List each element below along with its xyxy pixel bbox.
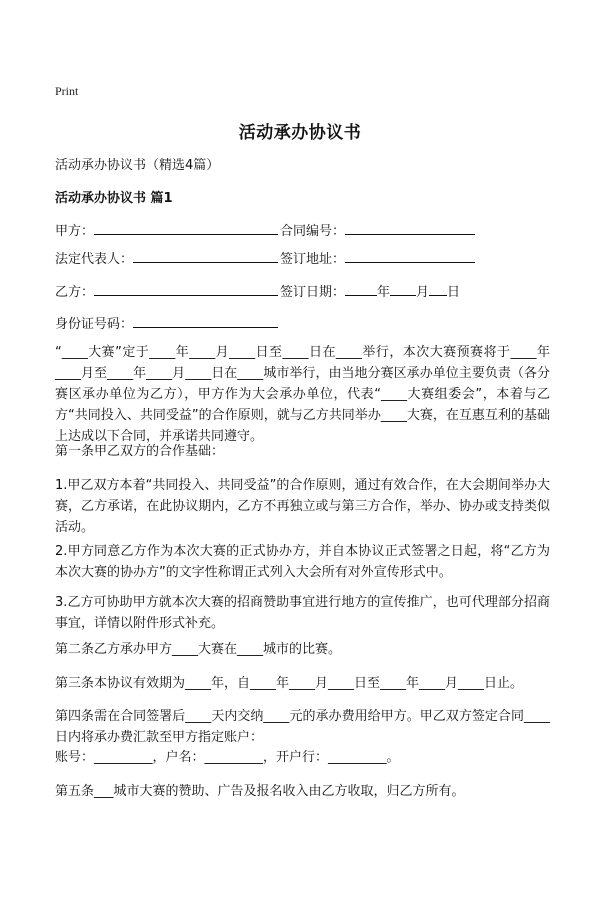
form-row-id bbox=[55, 313, 550, 333]
contract-no-field bbox=[280, 220, 475, 239]
id-no-field bbox=[55, 313, 278, 332]
contract-no-blank bbox=[345, 220, 475, 235]
paragraph-clause-1-3: 3.乙方可协助甲方就本次大赛的招商赞助事宜进行地方的宣传推广，也可代理部分招商事宜，详情以附件形式补充。 bbox=[55, 595, 550, 631]
sign-place-label: 签订地址： bbox=[280, 252, 346, 267]
party-b-label: 乙方： bbox=[55, 285, 95, 300]
legal-rep-field bbox=[55, 248, 278, 267]
paragraph-article-5: 第五条___城市大赛的赞助、广告及报名收入由乙方收取，归乙方所有。 bbox=[55, 784, 465, 799]
id-no-blank bbox=[133, 313, 278, 328]
party-b-field bbox=[55, 281, 278, 300]
print-link[interactable]: Print bbox=[55, 84, 79, 98]
sign-place-blank bbox=[345, 248, 475, 263]
form-row-party-b bbox=[55, 281, 550, 301]
document-subtitle: 活动承办协议书（精选4篇） bbox=[55, 158, 220, 173]
sign-date-year: 年 bbox=[377, 285, 391, 300]
paragraph-clause-1-2: 2.甲方同意乙方作为本次大赛的正式协办方，并自本协议正式签署之日起，将“乙方为本次大赛的协办方”的文字性称谓正式列入大会所有对外宣传形式中。 bbox=[55, 544, 550, 580]
paragraph-article-2: 第二条乙方承办甲方____大赛在____城市的比赛。 bbox=[55, 642, 342, 657]
id-no-label: 身份证号码： bbox=[55, 317, 134, 332]
paragraph-article-3: 第三条本协议有效期为____年，自____年____月____日至____年____月____日止。 bbox=[55, 676, 524, 691]
paragraph-article-1: 第一条甲乙双方的合作基础： bbox=[55, 444, 225, 459]
sign-date-day-blank bbox=[429, 281, 447, 296]
sign-date-label: 签订日期： bbox=[280, 285, 346, 300]
party-a-field bbox=[55, 220, 278, 239]
paragraph-account-info: 账号：_________，户名：_________，开户行：_________。 bbox=[55, 750, 400, 765]
paragraph-article-4: 第四条需在合同签署后____天内交纳____元的承办费用给甲方。甲乙双方签定合同____日内将承办费汇款至甲方指定账户： bbox=[55, 709, 550, 745]
sign-date-day: 日 bbox=[447, 285, 461, 300]
party-a-label: 甲方： bbox=[55, 224, 95, 239]
sign-date-month-blank bbox=[390, 281, 416, 296]
legal-rep-label: 法定代表人： bbox=[55, 252, 134, 267]
section-title: 活动承办协议书 篇1 bbox=[55, 191, 173, 206]
paragraph-clause-1-1: 1.甲乙双方本着“共同投入、共同受益”的合作原则，通过有效合作，在大会期间举办大赛，乙方承诺，在此协议期内，乙方不再独立或与第三方合作，举办、协办或支持类似活动。 bbox=[55, 478, 550, 535]
party-a-blank bbox=[94, 220, 278, 235]
sign-date-field bbox=[280, 281, 460, 300]
form-row-legal-rep bbox=[55, 248, 550, 268]
document-title: 活动承办协议书 bbox=[238, 123, 362, 143]
contract-no-label: 合同编号： bbox=[280, 224, 346, 239]
sign-place-field bbox=[280, 248, 475, 267]
sign-date-month: 月 bbox=[416, 285, 430, 300]
paragraph-intro: “____大赛”定于____年____月____日至____日在____举行，本次大赛预赛将于____年____月至____年____月____日在____城市举行，由当地分赛区承办单位主要负责（各分赛区承办单位为乙方），甲方作为大会承办单位，代表“____大赛组委会”，本着与乙方“共同投入、共同受益”的合作原则，就与乙方共同举办____大赛，在互惠互利的基础上达成以下合同，并承诺共同遵守。 bbox=[55, 345, 550, 444]
sign-date-year-blank bbox=[345, 281, 377, 296]
form-row-party-a bbox=[55, 220, 550, 240]
legal-rep-blank bbox=[133, 248, 278, 263]
party-b-blank bbox=[94, 281, 278, 296]
